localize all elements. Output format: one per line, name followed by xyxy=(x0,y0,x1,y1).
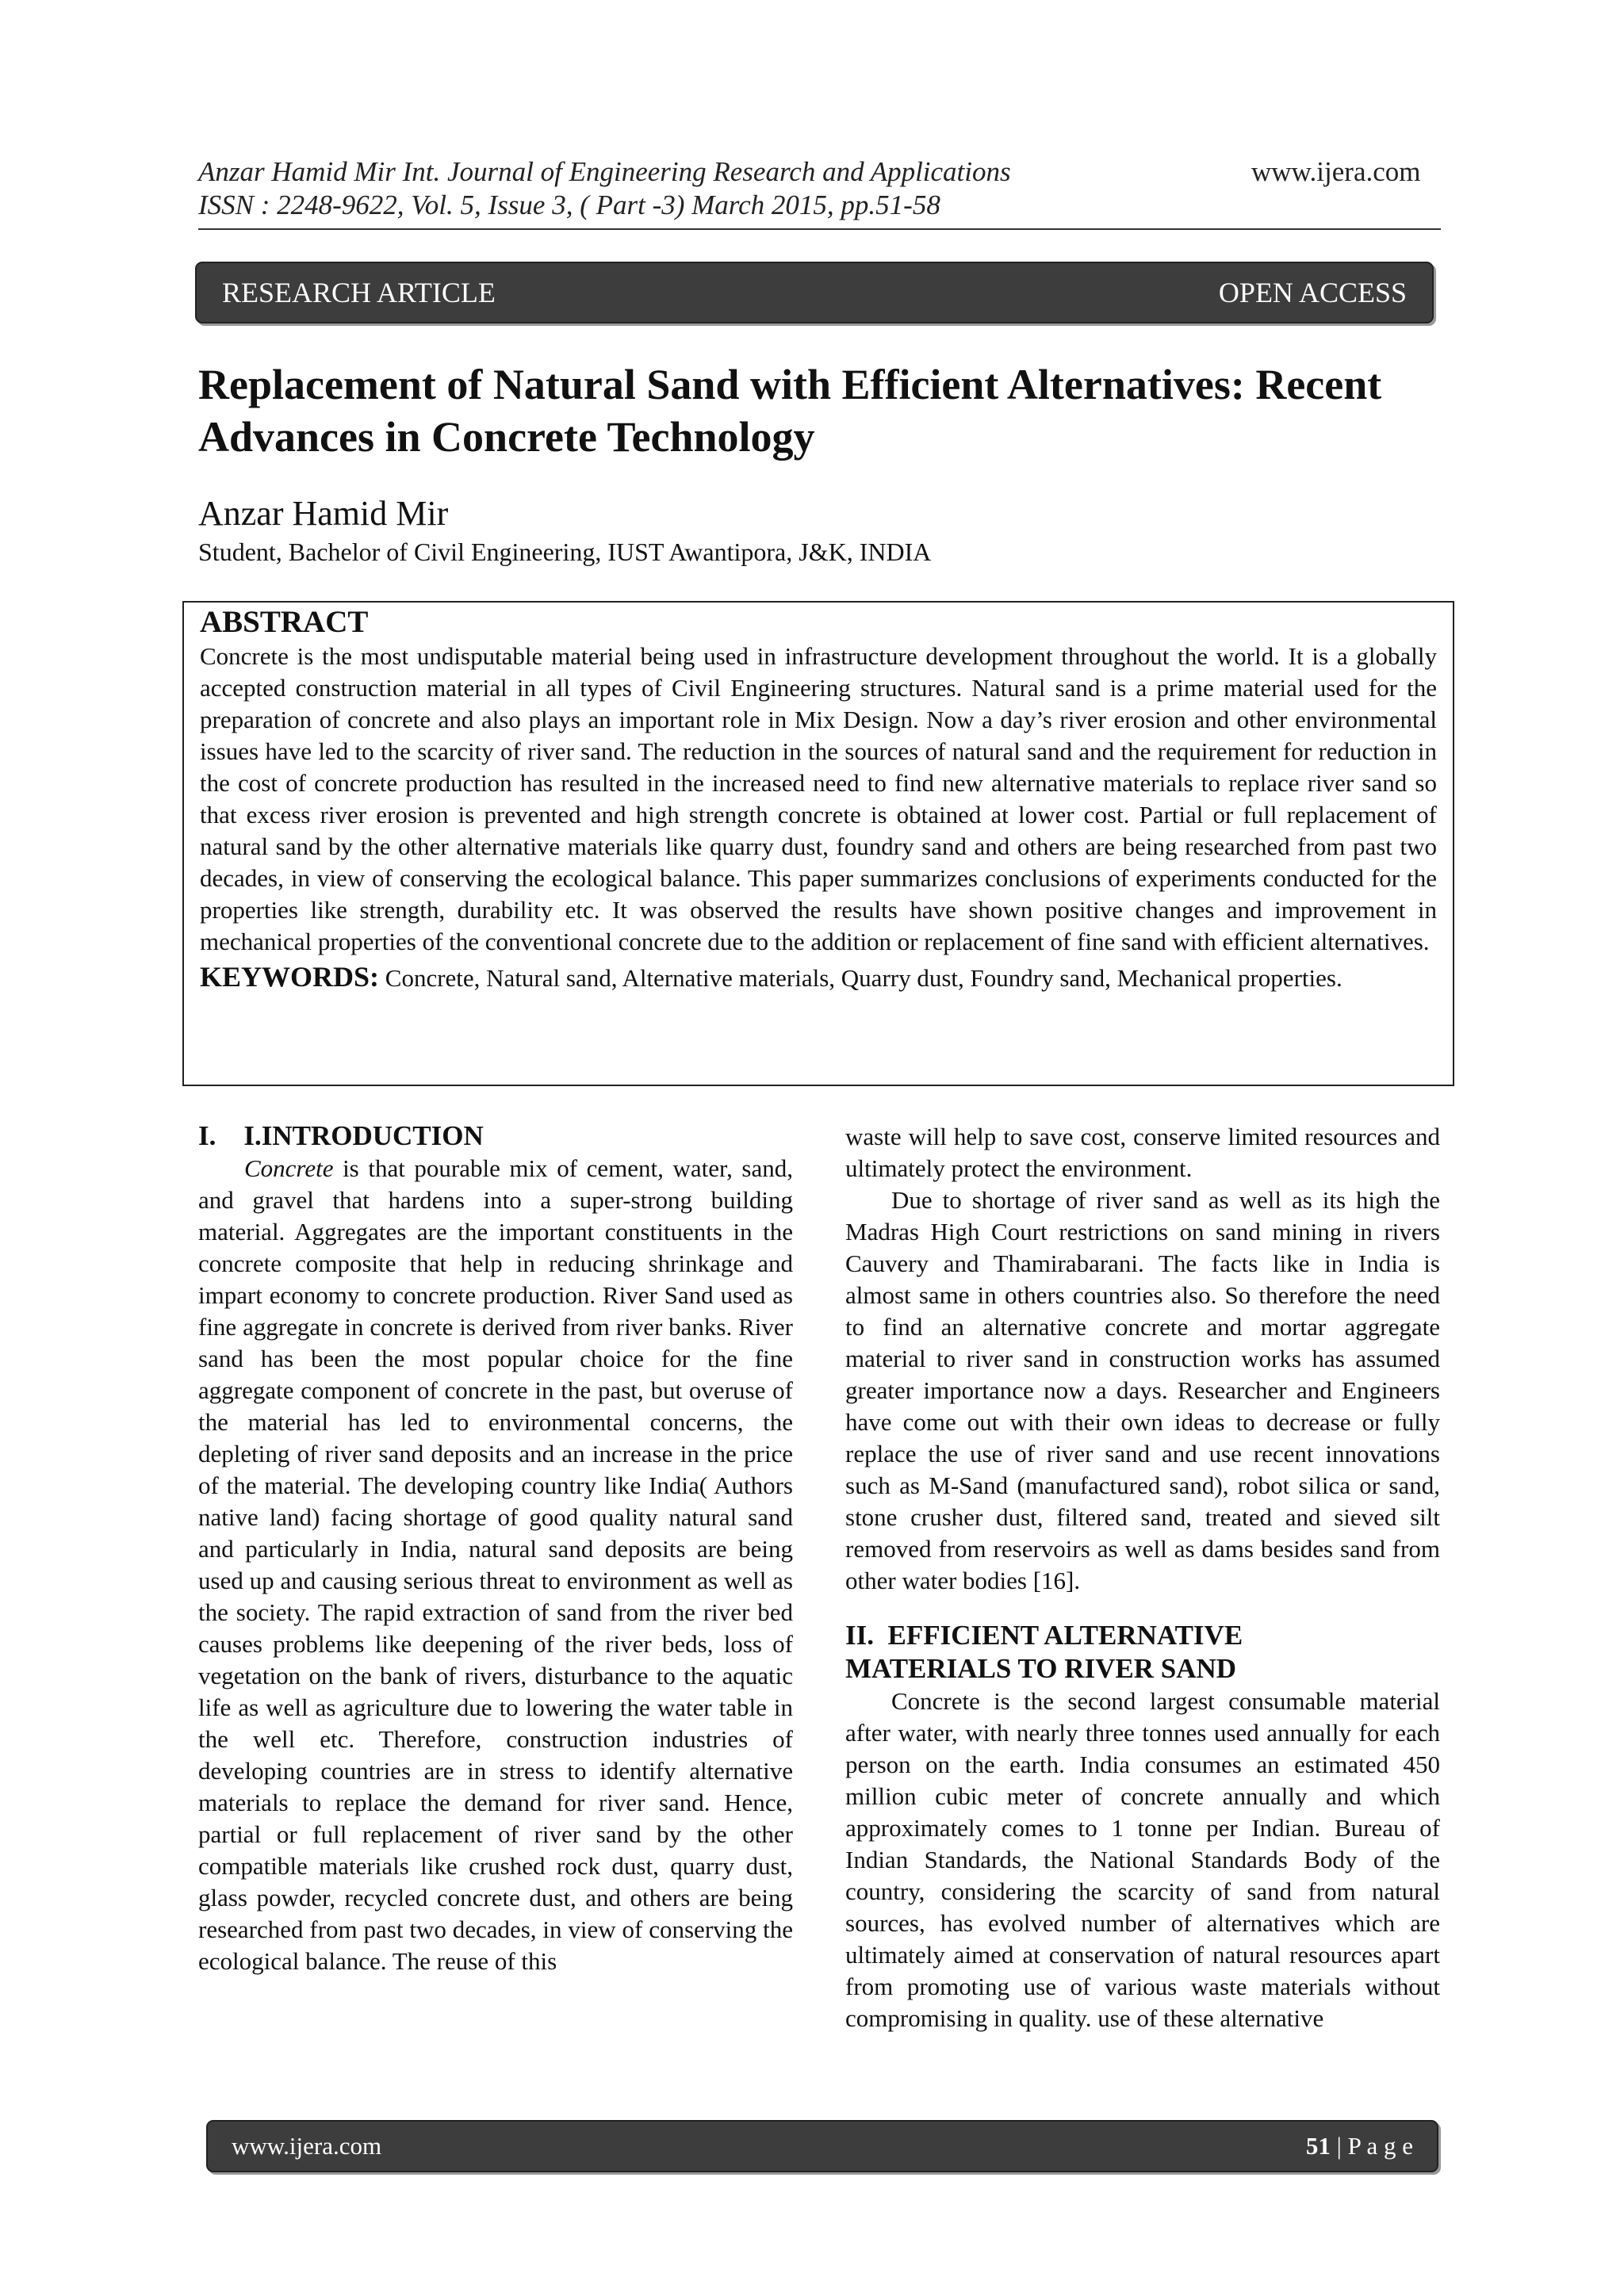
intro-paragraph xyxy=(198,1153,793,1977)
page-footer xyxy=(206,2120,1438,2172)
header-website[interactable]: www.ijera.com xyxy=(1251,156,1421,187)
continuation-paragraph: waste will help to save cost, conserve limited resources and ultimately protect the environment. xyxy=(845,1123,1440,1182)
author-name: Anzar Hamid Mir xyxy=(198,494,449,533)
access-badge: OPEN ACCESS xyxy=(1218,277,1407,308)
paper-title: Replacement of Natural Sand with Efficient Alternatives: Recent Advances in Concrete Technology xyxy=(198,361,1382,461)
page-number-value: 51 xyxy=(1305,2132,1331,2160)
article-type: RESEARCH ARTICLE xyxy=(222,277,496,308)
article-banner xyxy=(195,262,1434,323)
keywords-list: Concrete, Natural sand, Alternative materials, Quarry dust, Foundry sand, Mechanical properties. xyxy=(385,964,1342,992)
left-column xyxy=(198,1119,793,1977)
issn-line: ISSN : 2248-9622, Vol. 5, Issue 3, ( Part -3) March 2015, pp.51-58 xyxy=(198,189,940,220)
right-column xyxy=(845,1121,1440,2034)
author-affiliation: Student, Bachelor of Civil Engineering, IUST Awantipora, J&K, INDIA xyxy=(198,538,932,566)
alternatives-paragraph: Concrete is the second largest consumable material after water, with nearly three tonnes used annually for each person on the earth. India consumes an estimated 450 million cubic meter of concrete annually and which approximately comes to 1 tonne per Indian. Bureau of Indian Standards, the National Standards Body of the country, considering the scarcity of sand from natural sources, has evolved number of alternatives which are ultimately aimed at conservation of natural resources apart from promoting use of various waste materials without compromising in quality. use of these alternative xyxy=(845,1687,1440,2032)
abstract-heading: ABSTRACT xyxy=(200,605,369,639)
keywords xyxy=(200,961,1437,994)
section-1-heading: I. I.INTRODUCTION xyxy=(198,1120,484,1151)
section-2-heading-line2: MATERIALS TO RIVER SAND xyxy=(845,1653,1237,1684)
page-label: | P a g e xyxy=(1330,2132,1413,2160)
section-2-heading-line1: II. EFFICIENT ALTERNATIVE xyxy=(845,1620,1243,1651)
keywords-label: KEYWORDS: xyxy=(200,961,380,993)
abstract-text: Concrete is the most undisputable material being used in infrastructure development throughout the world. It is a globally accepted construction material in all types of Civil Engineering structures. Natural sand is a prime material used for the preparation of concrete and also plays an important role in Mix Design. Now a day’s river erosion and other environmental issues have led to the scarcity of river sand. The reduction in the sources of natural sand and the requirement for reduction in the cost of concrete production has resulted in the increased need to find new alternative materials to replace river sand so that excess river erosion is prevented and high strength concrete is obtained at lower cost. Partial or full replacement of natural sand by the other alternative materials like quarry dust, foundry sand and others are being researched from past two decades, in view of conserving the ecological balance. This paper summarizes conclusions of experiments conducted for the properties like strength, durability etc. It was observed the results have shown positive changes and improvement in mechanical properties of the conventional concrete due to the addition or replacement of fine sand with efficient alternatives. xyxy=(200,642,1437,955)
page-number xyxy=(1306,2132,1413,2160)
intro-text: is that pourable mix of cement, water, sand, and gravel that hardens into a super-strong building material. Aggregates are the important constituents in the concrete composite that help in reducing shrinkage and impart economy to concrete production. River Sand used as fine aggregate in concrete is derived from river banks. River sand has been the most popular choice for the fine aggregate component of concrete in the past, but overuse of the material has led to environmental concerns, the depleting of river sand deposits and an increase in the price of the material. The developing country like India( Authors native land) facing shortage of good quality natural sand and particularly in India, natural sand deposits are being used up and causing serious threat to environment as well as the society. The rapid extraction of sand from the river bed causes problems like deepening of the river beds, loss of vegetation on the bank of rivers, disturbance to the aquatic life as well as agriculture due to lowering the water table in the well etc. Therefore, construction industries of developing countries are in stress to identify alternative materials to replace the demand for river sand. Hence, partial or full replacement of river sand by the other compatible materials like crushed rock dust, quarry dust, glass powder, recycled concrete dust, and others are being researched from past two decades, in view of conserving the ecological balance. The reuse of this xyxy=(198,1154,793,1975)
footer-website[interactable]: www.ijera.com xyxy=(232,2132,382,2160)
abstract-box xyxy=(182,601,1454,1086)
intro-lead-word: Concrete xyxy=(244,1154,334,1182)
journal-name: Anzar Hamid Mir Int. Journal of Engineering Research and Applications xyxy=(198,156,1011,187)
shortage-paragraph: Due to shortage of river sand as well as its high the Madras High Court restrictions on sand mining in rivers Cauvery and Thamirabarani. The facts like in India is almost same in others countries also. So therefore the need to find an alternative concrete and mortar aggregate material to river sand in construction works has assumed greater importance now a days. Researcher and Engineers have come out with their own ideas to decrease or fully replace the use of river sand and use recent innovations such as M-Sand (manufactured sand), robot silica or sand, stone crusher dust, filtered sand, treated and sieved silt removed from reservoirs as well as dams besides sand from other water bodies [16]. xyxy=(845,1186,1440,1594)
header-rule xyxy=(198,228,1441,230)
